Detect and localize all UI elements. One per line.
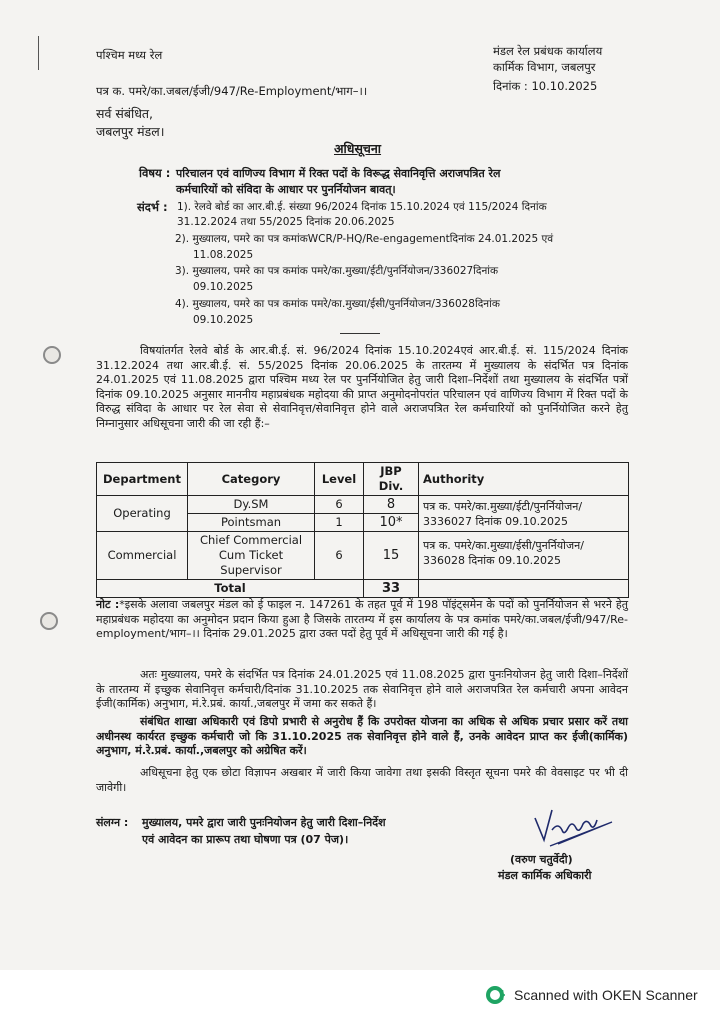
cell-level: 6 bbox=[315, 532, 364, 580]
reference-3-line-1: 3). मुख्यालय, पमरे का पत्र कमांक पमरे/का.मुख्या/ईटी/पुनर्नियोजन/336027दिनांक bbox=[175, 265, 499, 277]
subject-line-2: कर्मचारियों को संविदा के आधार पर पुनर्नियोजन बावत्। bbox=[176, 183, 396, 196]
reference-1-line-2: 31.12.2024 तथा 55/2025 दिनांक 20.06.2025 bbox=[177, 216, 395, 228]
reference-1-line-1: 1). रेलवे बोर्ड का आर.बी.ई. संख्या 96/2024 दिनांक 15.10.2024 एवं 115/2024 दिनांक bbox=[177, 201, 547, 213]
signatory-designation: मंडल कार्मिक अधिकारी bbox=[498, 869, 592, 882]
signature-block bbox=[530, 800, 620, 854]
cell-jbp-div: 8 bbox=[364, 496, 419, 514]
total-value: 33 bbox=[364, 580, 419, 598]
column-header-jbp-div: JBP Div. bbox=[364, 463, 419, 496]
column-header-department: Department bbox=[97, 463, 188, 496]
table-row bbox=[97, 496, 629, 514]
cell-level: 1 bbox=[315, 514, 364, 532]
table-row bbox=[97, 532, 629, 580]
addressee-line-1: सर्व संबंधित, bbox=[96, 106, 153, 121]
oken-scanner-logo-icon bbox=[486, 985, 506, 1005]
note-text: *इसके अलावा जबलपुर मंडल को ई फाइल न. 147261 के तहत पूर्व में 198 पॉइंट्समेन के पदों को पुनर्नियोजन से भरने हेतु महाप्रबंधक महोदया का अनुमोदन प्रदान किया हुआ है जिसके तारतम्य में इस कार्यालय के पत्र कमांक पमरे/का.जबल/ईजी/947/Re-employment/भाग–।। दिनांक 29.01.2025 द्वारा उक्त पदों हेतु पूर्व में अधिसूचना जारी की गई है। bbox=[96, 598, 628, 641]
cell-authority: पत्र क. पमरे/का.मुख्या/ईसी/पुनर्नियोजन/ 336028 दिनांक 09.10.2025 bbox=[419, 532, 629, 580]
note-label: नोट : bbox=[96, 598, 120, 611]
vacancy-table bbox=[96, 462, 629, 598]
scanner-watermark bbox=[486, 985, 698, 1005]
scanner-text: Scanned with OKEN Scanner bbox=[514, 987, 698, 1003]
enclosure-line-1: मुख्यालय, पमरे द्वारा जारी पुनःनियोजन हेतु जारी दिशा–निर्देश bbox=[142, 816, 386, 829]
addressee-line-2: जबलपुर मंडल। bbox=[96, 124, 165, 139]
subject-line-1: परिचालन एवं वाणिज्य विभाग में रिक्त पदों के विरूद्ध सेवानिवृत्ति अराजपत्रित रेल bbox=[176, 167, 501, 180]
punch-hole-icon bbox=[40, 612, 58, 630]
letter-date: दिनांक : 10.10.2025 bbox=[493, 79, 598, 93]
reference-2-line-2: 11.08.2025 bbox=[193, 249, 254, 261]
cell-jbp-div: 15 bbox=[364, 532, 419, 580]
column-header-level: Level bbox=[315, 463, 364, 496]
column-header-authority: Authority bbox=[419, 463, 629, 496]
total-label: Total bbox=[97, 580, 364, 598]
office-name: मंडल रेल प्रबंधक कार्यालय bbox=[493, 44, 603, 58]
references-label: संदर्भ : bbox=[137, 200, 168, 214]
column-header-category: Category bbox=[188, 463, 315, 496]
reference-3-line-2: 09.10.2025 bbox=[193, 281, 254, 293]
enclosure-label: संलग्न : bbox=[96, 816, 129, 829]
table-total-row bbox=[97, 580, 629, 598]
subject-label: विषय : bbox=[139, 166, 171, 180]
body-paragraph-1: विषयांतर्गत रेलवे बोर्ड के आर.बी.ई. सं. 96/2024 दिनांक 15.10.2024एवं आर.बी.ई. सं. 115/2024 दिनांक 31.12.2024 तथा आर.बी.ई. सं. 55/2025 दिनांक 20.06.2025 के तारतम्य में मुख्यालय के संदर्भित पत्र दिनांक 24.01.2025 एवं 11.08.2025 द्वारा पश्चिम मध्य रेल पर पुनर्नियोजित हेतु जारी दिशा–निर्देशों तथा मुख्यालय के संदर्भित पत्रों दिनांक 09.10.2025 अनुसार माननीय महाप्रबंधक महोदया की प्राप्त अनुमोदनोपरांत परिचालन एवं वाणिज्य विभाग में रिक्त पदों के विरुद्ध संविदा के आधार पर रेल सेवा से सेवानिवृत्त/सेवानिवृत्त होने वाले अराजपत्रित रेल कर्मचारियों को पुनर्नियोजित करने हेतु निम्नानुसार अधिसूचना जारी की जा रही हैं:– bbox=[96, 344, 628, 430]
enclosure-line-2: एवं आवेदन का प्रारूप तथा घोषणा पत्र (07 पेज)। bbox=[142, 833, 349, 846]
reference-4-line-1: 4). मुख्यालय, पमरे का पत्र कमांक पमरे/का.मुख्या/ईसी/पुनर्नियोजन/336028दिनांक bbox=[175, 298, 500, 310]
page-title: अधिसूचना bbox=[334, 141, 382, 156]
letter-number: पत्र क. पमरे/का.जबल/ईजी/947/Re-Employment/भाग–।। bbox=[96, 84, 368, 98]
reference-4-line-2: 09.10.2025 bbox=[193, 314, 254, 326]
cell-empty bbox=[419, 580, 629, 598]
cell-authority: पत्र क. पमरे/का.मुख्या/ईटी/पुनर्नियोजन/ 3336027 दिनांक 09.10.2025 bbox=[419, 496, 629, 532]
cell-category: Dy.SM bbox=[188, 496, 315, 514]
body-paragraph-4: अधिसूचना हेतु एक छोटा विज्ञापन अखबार में जारी किया जावेगा तथा इसकी विस्तृत सूचना पमरे की वेवसाइट पर भी दी जावेगी। bbox=[96, 766, 628, 794]
cell-department: Operating bbox=[97, 496, 188, 532]
signature-scrawl-icon bbox=[530, 800, 620, 850]
reference-2-line-1: 2). मुख्यालय, पमरे का पत्र कमांकWCR/P-HQ/Re-engagementदिनांक 24.01.2025 एवं bbox=[175, 233, 554, 245]
department-name: कार्मिक विभाग, जबलपुर bbox=[493, 60, 596, 74]
body-paragraph-3: संबंधित शाखा अधिकारी एवं डिपो प्रभारी से अनुरोध हैं कि उपरोक्त योजना का अधिक से अधिक प्रचार प्रसार करें तथा अधीनस्थ कार्यरत इच्छुक कर्मचारी जो कि 31.10.2025 तक सेवानिवृत्त होने वाले हैं, उनके आवेदन प्राप्त कर ईजी(कार्मिक) अनुभाग, मं.रे.प्रबं. कार्या.,जबलपुर को अग्रेषित करें। bbox=[96, 715, 628, 758]
cell-category: Pointsman bbox=[188, 514, 315, 532]
cell-category: Chief Commercial Cum Ticket Supervisor bbox=[188, 532, 315, 580]
cell-department: Commercial bbox=[97, 532, 188, 580]
cell-jbp-div: 10* bbox=[364, 514, 419, 532]
org-name-left: पश्चिम मध्य रेल bbox=[96, 48, 163, 62]
divider bbox=[340, 333, 380, 334]
table-header-row bbox=[97, 463, 629, 496]
note-block bbox=[96, 598, 628, 642]
body-paragraph-2: अतः मुख्यालय, पमरे के संदर्भित पत्र दिनांक 24.01.2025 एवं 11.08.2025 द्वारा पुनःनियोजन हेतु जारी दिशा–निर्देशों के तारतम्य में इच्छुक सेवानिवृत्त कर्मचारी/दिनांक 31.10.2025 तक सेवानिवृत्त होने वाले अराजपत्रित रेल कर्मचारी अपना आवेदन ईजी(कार्मिक) अनुभाग, मं.रे.प्रबं. कार्या.,जबलपुर में जमा कर सकते हैं। bbox=[96, 668, 628, 711]
cell-level: 6 bbox=[315, 496, 364, 514]
margin-line bbox=[38, 36, 39, 70]
signatory-name: (वरुण चतुर्वेदी) bbox=[510, 853, 573, 866]
punch-hole-icon bbox=[43, 346, 61, 364]
